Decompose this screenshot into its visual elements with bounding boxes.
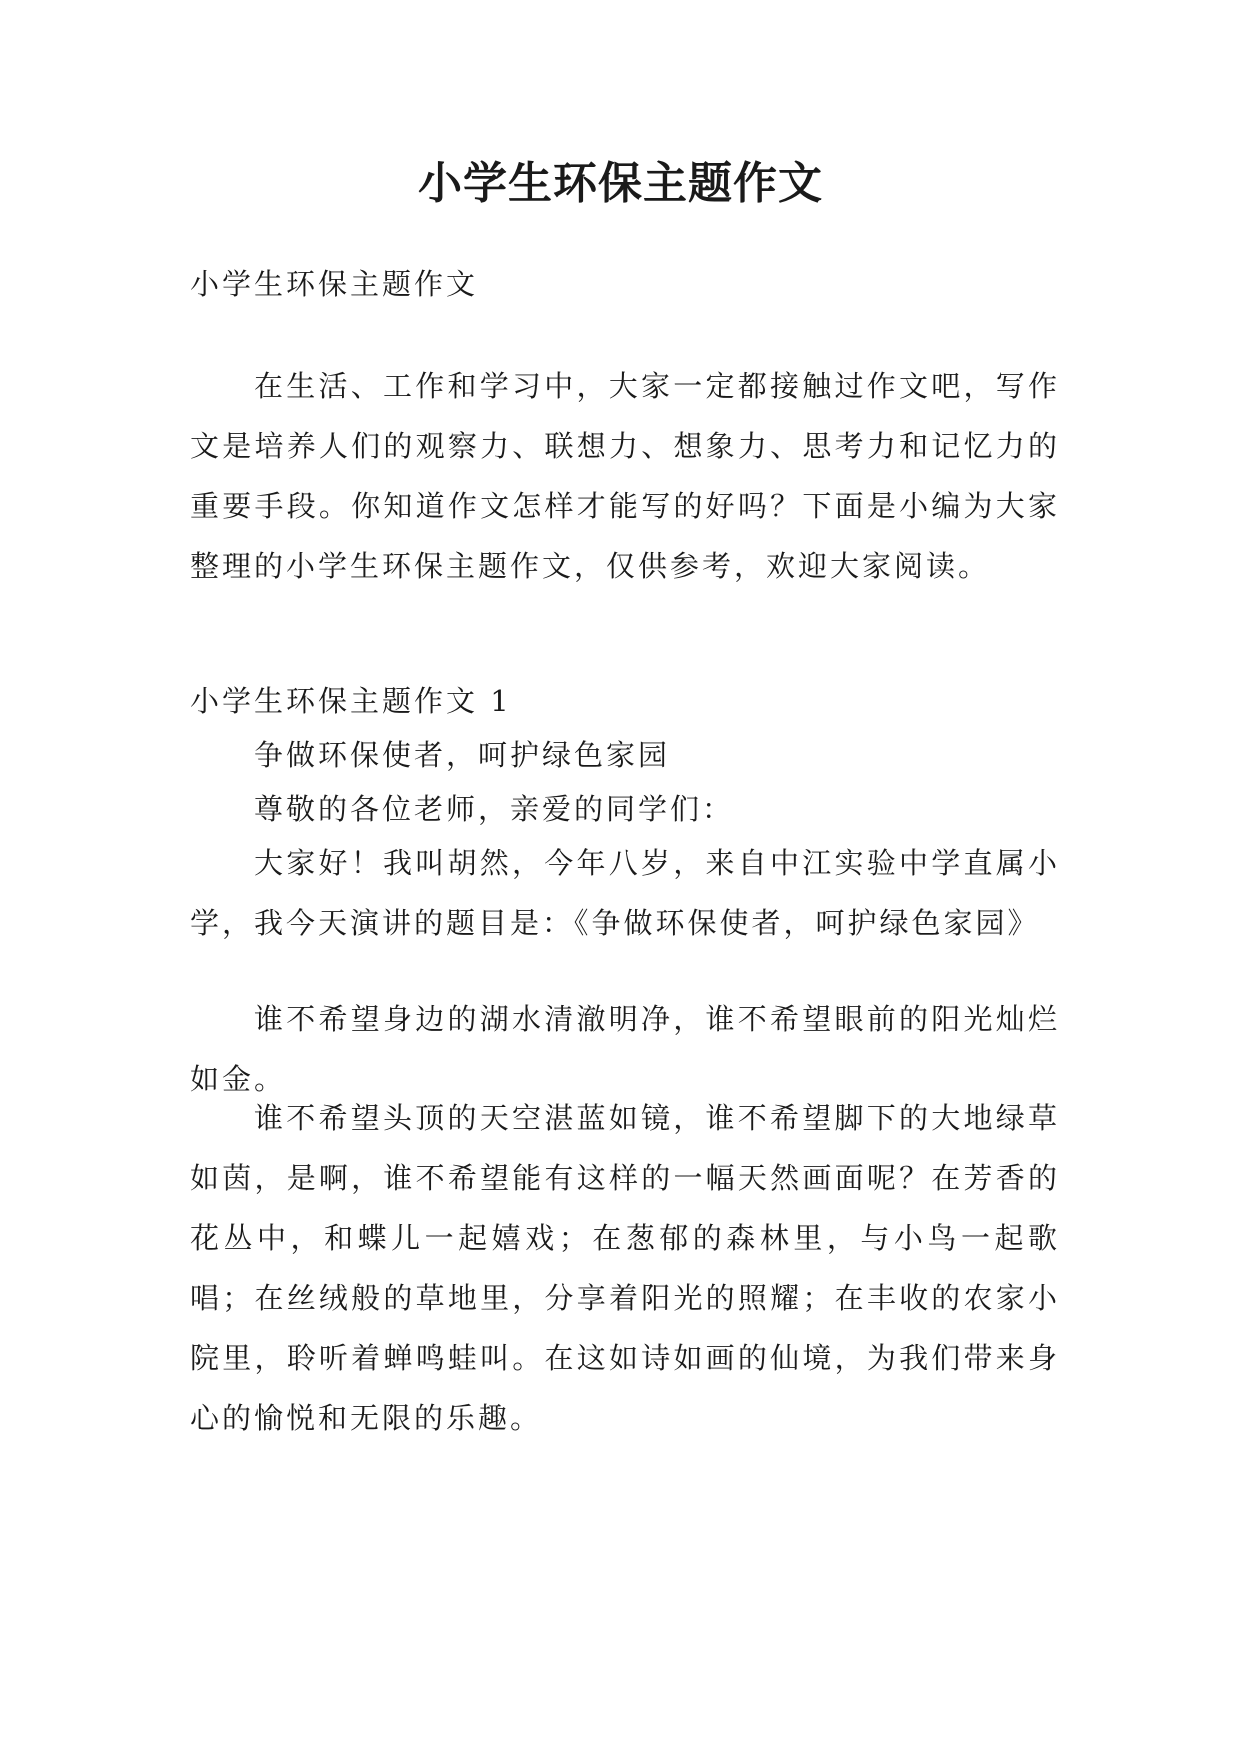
document-title: 小学生环保主题作文 (418, 158, 823, 209)
speech-title: 争做环保使者，呵护绿色家园 (254, 738, 671, 772)
body-paragraph: 大家好！我叫胡然，今年八岁，来自中江实验中学直属小学，我今天演讲的题目是：《争做环保使者，呵护绿色家园》 (190, 846, 1060, 940)
section-heading: 小学生环保主题作文 1 (190, 684, 512, 718)
greeting-line: 尊敬的各位老师，亲爱的同学们： (254, 792, 735, 826)
document-subtitle: 小学生环保主题作文 (190, 267, 479, 301)
body-paragraph: 谁不希望头顶的天空湛蓝如镜，谁不希望脚下的大地绿草如茵，是啊，谁不希望能有这样的一幅天然画面呢？在芳香的花丛中，和蝶儿一起嬉戏；在葱郁的森林里，与小鸟一起歌唱；在丝绒般的草地里，分享着阳光的照耀；在丰收的农家小院里，聆听着蝉鸣蛙叫。在这如诗如画的仙境，为我们带来身心的愉悦和无限的乐趣。 (190, 1101, 1060, 1435)
body-paragraph: 谁不希望身边的湖水清澈明净，谁不希望眼前的阳光灿烂如金。 (190, 1002, 1060, 1096)
intro-paragraph: 在生活、工作和学习中，大家一定都接触过作文吧，写作文是培养人们的观察力、联想力、想象力、思考力和记忆力的重要手段。你知道作文怎样才能写的好吗？下面是小编为大家整理的小学生环保主题作文，仅供参考，欢迎大家阅读。 (190, 369, 1060, 583)
